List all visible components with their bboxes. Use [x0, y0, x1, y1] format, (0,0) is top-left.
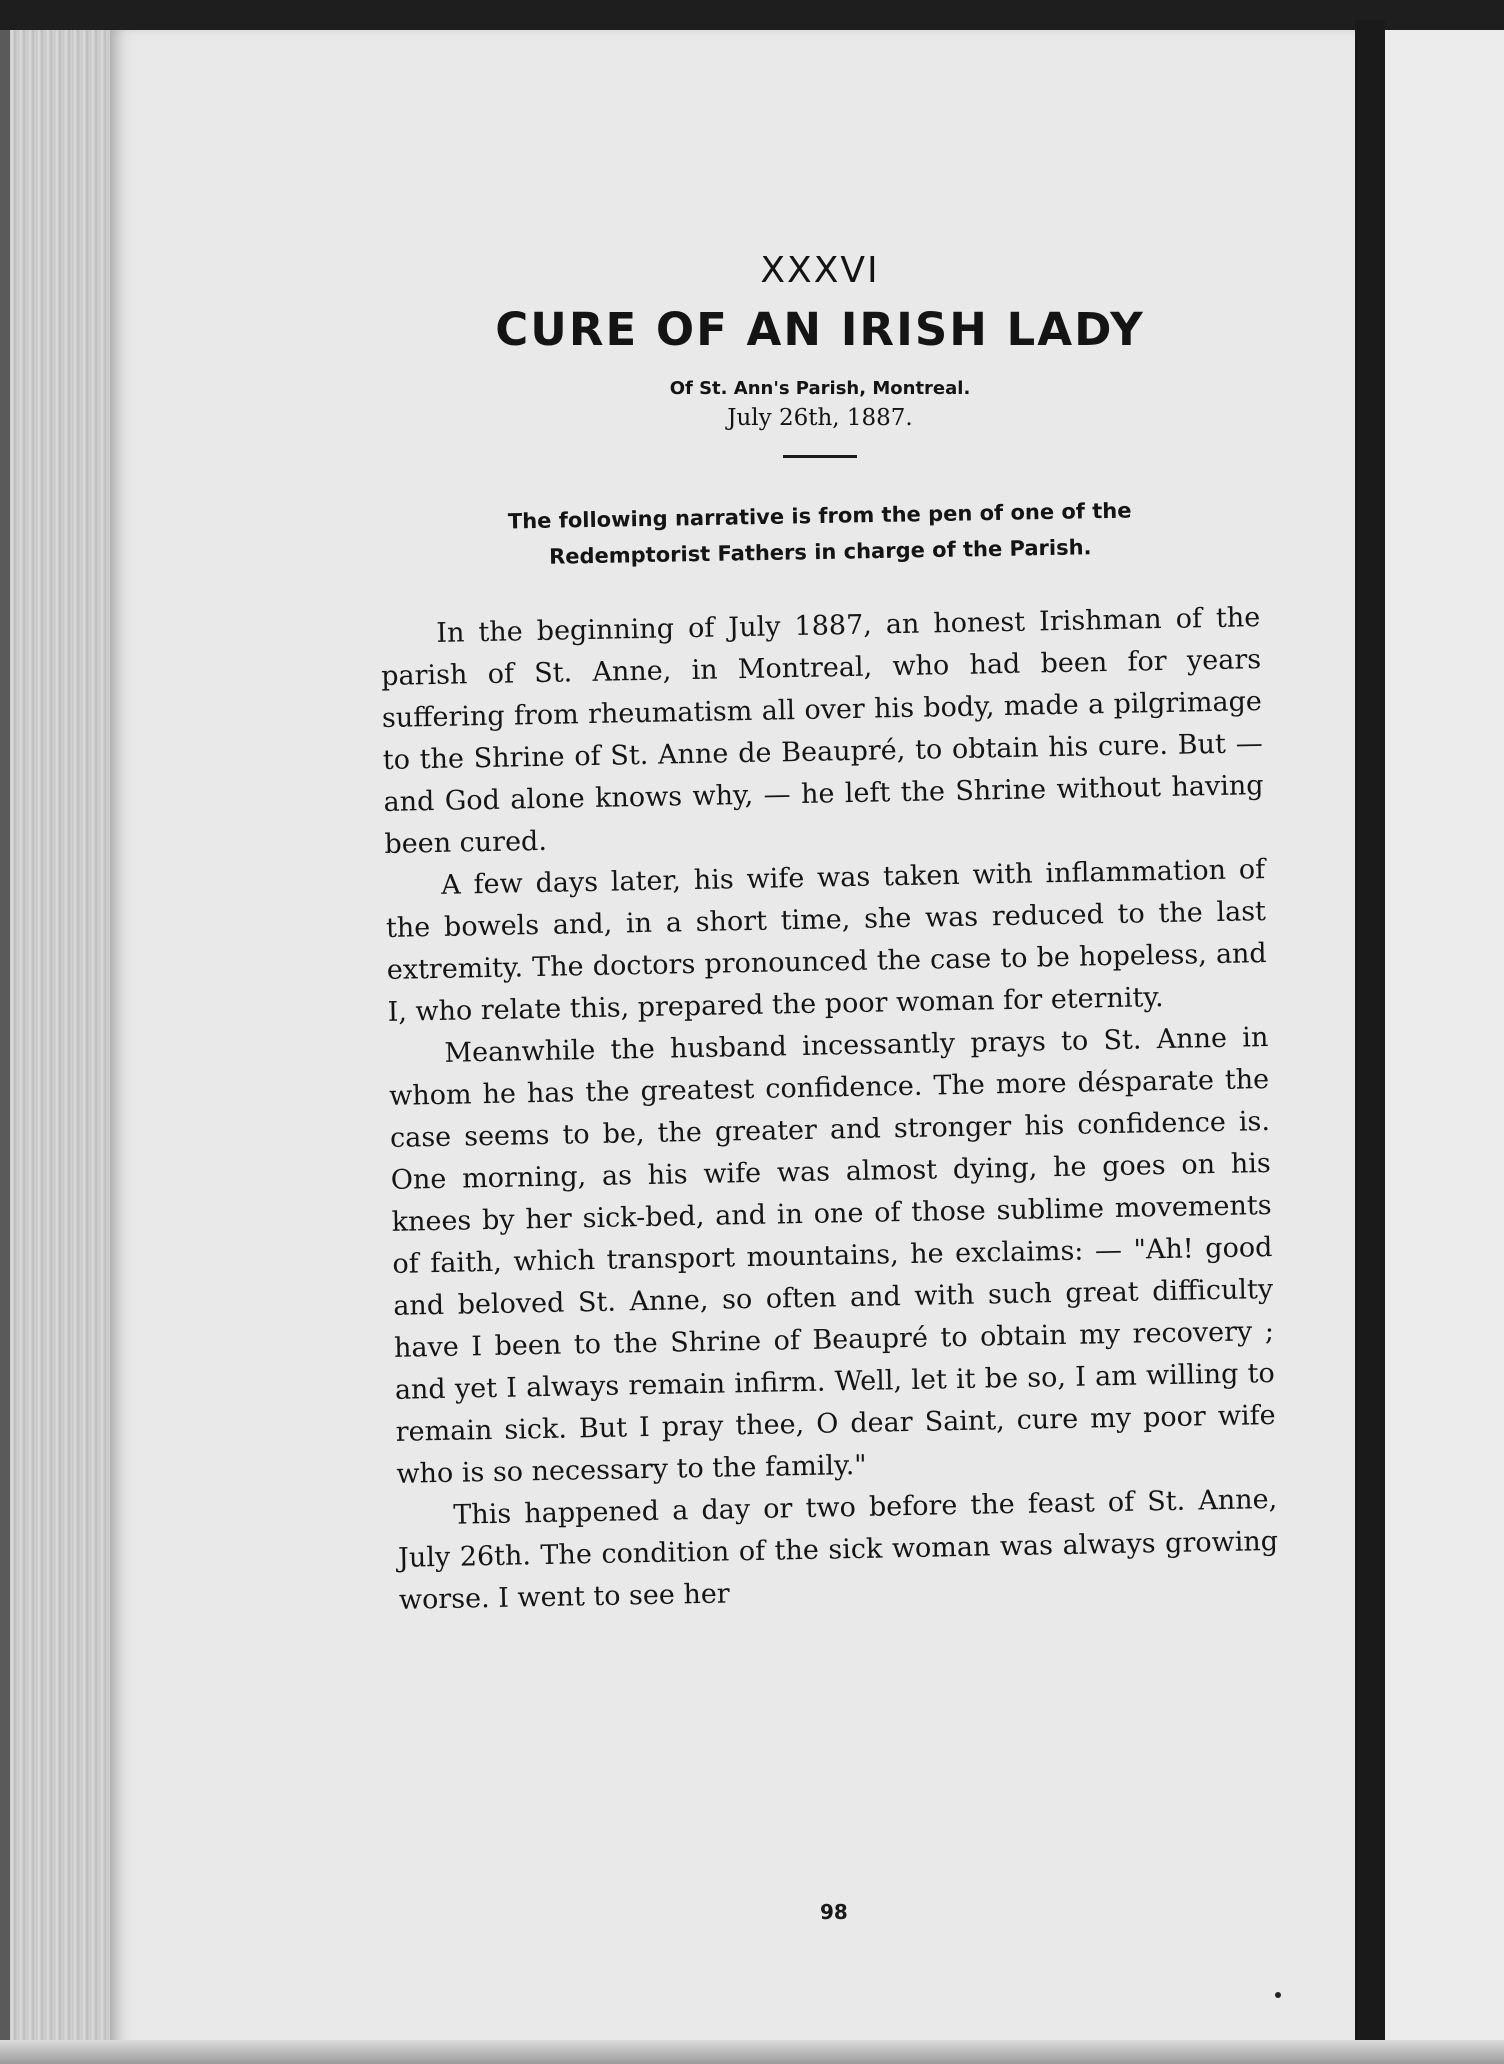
chapter-subtitle: Of St. Ann's Parish, Montreal.: [669, 378, 971, 399]
scan-speck: [1275, 1992, 1281, 1998]
book-cover-edge: [0, 30, 10, 2064]
paragraph-4: This happened a day or two before the feast of St. Anne, July 26th. The condition of the sick woman was always growing worse. I went to see her: [397, 1483, 1279, 1616]
scanner-top-border: [0, 0, 1504, 30]
scanner-bottom-border: [0, 2040, 1504, 2064]
page-number: 98: [820, 1900, 848, 1924]
page-content: [380, 250, 1279, 1622]
section-divider: [783, 455, 857, 458]
book-binding: [1355, 20, 1385, 2064]
intro-line-2: Redemptorist Fathers in charge of the Parish.: [548, 535, 1092, 569]
facing-page: [1385, 30, 1504, 2064]
paragraph-2: A few days later, his wife was taken with inflammation of the bowels and, in a short time, she was reduced to the last extremity. The doctors pronounced the case to be hopeless, and I, who relate this, prepared the poor woman for eternity.: [385, 854, 1267, 1028]
narrative-body: [380, 597, 1279, 1622]
chapter-date: July 26th, 1887.: [727, 405, 913, 431]
intro-line-1: The following narrative is from the pen of one of the: [507, 498, 1132, 534]
paragraph-1: In the beginning of July 1887, an honest Irishman of the parish of St. Anne, in Montreal, who had been for years suffering from rheumatism all over his body, made a pilgrimage to the Shrine of St. Anne de Beaupré, to obtain his cure. But — and God alone knows why, — he left the Shrine without having been cured.: [380, 602, 1264, 860]
chapter-title: CURE OF AN IRISH LADY: [495, 303, 1145, 356]
paragraph-3: Meanwhile the husband incessantly prays to St. Anne in whom he has the greatest confidence. The more désparate the case seems to be, the greater and stronger his confidence is. One morning, as his wife was almost dying, he goes on his knees by her sick-bed, and in one of those sublime movements of faith, which transport mountains, he exclaims: — "Ah! good and beloved St. Anne, so often and with such great difficulty have I been to the Shrine of Beaupré to obtain my recovery ; and yet I always remain infirm. Well, let it be so, I am willing to remain sick. But I pray thee, O dear Saint, cure my poor wife who is so necessary to the family.": [388, 1022, 1276, 1490]
intro-note: [379, 490, 1260, 577]
chapter-number: XXXVI: [760, 250, 880, 291]
